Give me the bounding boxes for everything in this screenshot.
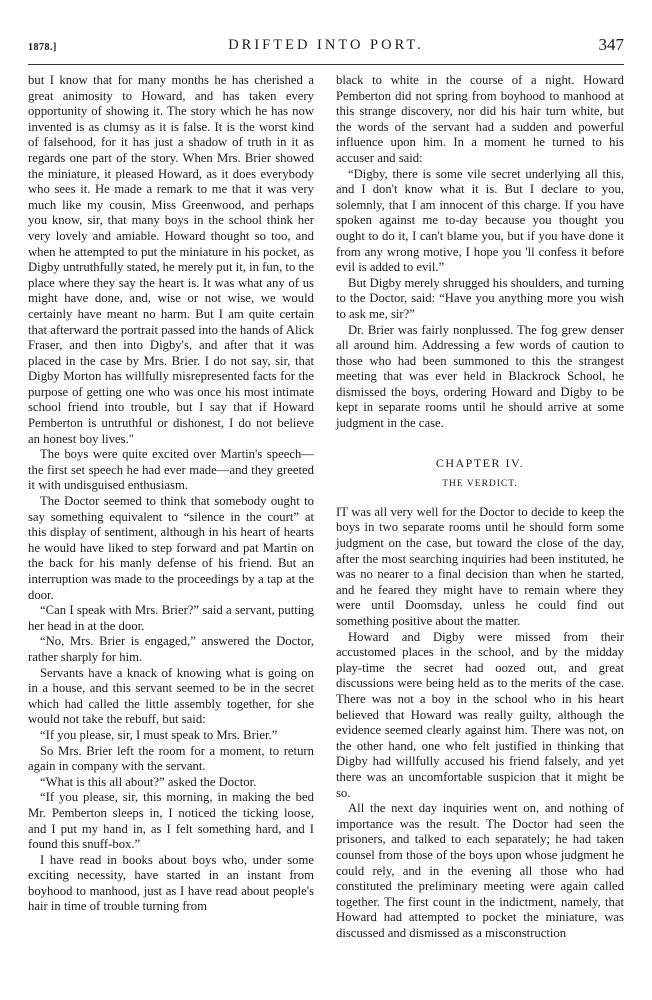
running-title: DRIFTED INTO PORT. bbox=[228, 37, 424, 53]
page-header bbox=[28, 36, 624, 60]
paragraph: black to white in the course of a night. Howard Pemberton did not spring from boyhood to manhood at this strange discovery, nor did his hair turn white, but the words of the servant had a sudden and powerful influence upon him. In a moment he turned to his accuser and said: bbox=[336, 73, 624, 165]
paragraph: So Mrs. Brier left the room for a moment, to return again in company with the servant. bbox=[28, 743, 314, 774]
chapter-title: CHAPTER IV. bbox=[435, 455, 525, 470]
paragraph: Howard and Digby were missed from their accustomed places in the school, and by the midday play-time the secret had oozed out, and great discussions were being held as to the merits of the case. There was not a boy in the school who in his heart believed that Howard was really guilty, although the evidence seemed clearly against him. There was not, on the other hand, one who felt justified in thinking that Digby had willfully accused his friend falsely, and yet there was an uncomfortable suspicion that it might be so. bbox=[336, 629, 624, 800]
paragraph: “Digby, there is some vile secret underlying all this, and I don't know what it is. But I declare to you, solemnly, that I am innocent of this charge. If you have spoken against me to-day because you thought you ought to do it, I can't blame you, but if you have done it from any wrong motive, I hope you 'll confess it before evil is added to evil.” bbox=[336, 166, 624, 275]
paragraph: The boys were quite excited over Martin's speech—the first set speech he had ever made—and they greeted it with undisguised enthusiasm. bbox=[28, 447, 314, 493]
paragraph: “If you please, sir, this morning, in making the bed Mr. Pemberton sleeps in, I noticed the ticking loose, and I put my hand in, as I felt something hard, and I found this snuff-box.” bbox=[28, 790, 314, 852]
paragraph: but I know that for many months he has cherished a great animosity to Howard, and has taken every opportunity of showing it. The story which he has now invented is as clumsy as it is false. It is the worst kind of falsehood, for it has just a shadow of truth in it as regards one part of the story. When Mrs. Brier showed the miniature, it pleased Howard, as it does everybody who sees it. He made a remark to me that it was very much like my cousin, Miss Greenwood, and perhaps you know, sir, that many boys in the school think her very lovely and amiable. Howard thought so too, and when he attempted to put the miniature in his pocket, as Digby untruthfully stated, he merely put it, in fun, to the place where they say the heart is. It was what any of us might have done, and, wise or not wise, we would certainly have meant no harm. But I am quite certain that afterward the portrait passed into the hands of Alick Fraser, and then into Digby's, and after that it was placed in the case by Mrs. Brier. I do not say, sir, that Digby Morton has willfully misrepresented facts for the purpose of getting one who was once his most intimate school friend into trouble, but I say that if Howard Pemberton is untruthful or dishonest, I do not believe an honest boy lives." bbox=[28, 73, 314, 446]
paragraph: IT was all very well for the Doctor to decide to keep the boys in two separate rooms until he should form some judgment on the case, but toward the close of the day, after the most searching inquiries had been instituted, he was no nearer to a final decision than when he started, and he feared they might have to remain where they were until Doomsday, unless he could find out something positive about the matter. bbox=[336, 504, 624, 628]
header-rule bbox=[28, 64, 624, 65]
left-column bbox=[28, 73, 314, 915]
paragraph: Dr. Brier was fairly nonplussed. The fog grew denser all around him. Addressing a few words of caution to those who had been summoned to this the strangest meeting that was ever held in Blackrock School, he dismissed the boys, ordering Howard and Digby to be kept in separate rooms until he should arrive at some judgment in the case. bbox=[336, 322, 624, 431]
chapter-subtitle: THE VERDICT. bbox=[442, 479, 518, 490]
paragraph: The Doctor seemed to think that somebody ought to say something equivalent to “silence in the court” at this display of sentiment, although in his heart of hearts he would have liked to step forward and pat Martin on the back for his manly defense of his friend. But an interruption was made to the proceedings by a tap at the door. bbox=[28, 494, 314, 602]
paragraph: Servants have a knack of knowing what is going on in a house, and this servant seemed to be in the secret which had called the little assembly together, for she would not take the rebuff, but said: bbox=[28, 665, 314, 727]
paragraph: “If you please, sir, I must speak to Mrs. Brier.” bbox=[40, 727, 278, 742]
header-year: 1878.] bbox=[28, 42, 57, 53]
page-number: 347 bbox=[598, 35, 624, 54]
right-column bbox=[336, 73, 624, 941]
paragraph: “Can I speak with Mrs. Brier?” said a servant, putting her head in at the door. bbox=[28, 603, 314, 633]
paragraph: I have read in books about boys who, under some exciting necessity, have started in an instant from boyhood to manhood, just as I have read about people's hair in time of trouble turning from bbox=[28, 852, 314, 914]
paragraph: But Digby merely shrugged his shoulders, and turning to the Doctor, said: “Have you anything more you wish to ask me, sir?” bbox=[336, 275, 624, 321]
paragraph: “What is this all about?” asked the Doctor. bbox=[40, 774, 257, 789]
paragraph: “No, Mrs. Brier is engaged,” answered the Doctor, rather sharply for him. bbox=[28, 634, 314, 664]
paragraph: All the next day inquiries went on, and nothing of importance was the result. The Doctor had seen the prisoners, and talked to each separately; he had taken counsel from those of the boys upon whose judgment he could rely, and in the evening all those who had constituted the preliminary meeting were again called together. The first count in the indictment, namely, that Howard had attempted to pocket the miniature, was discussed and dismissed as a misconstruction bbox=[336, 801, 624, 940]
